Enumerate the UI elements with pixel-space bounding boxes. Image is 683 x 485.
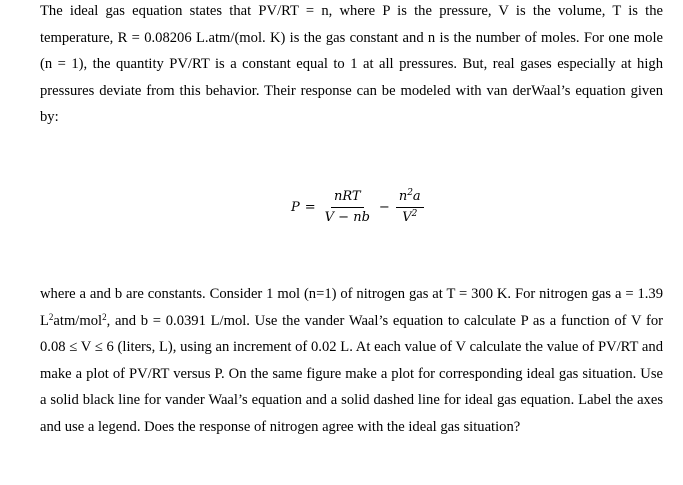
fraction-1-denominator: V − nb	[324, 209, 370, 225]
intro-paragraph	[40, 0, 663, 131]
fraction-2-denominator-base: V	[402, 209, 412, 225]
fraction-2-numerator-exponent: 2	[407, 187, 413, 198]
fraction-2-numerator-var: a	[412, 188, 421, 204]
fraction-1-numerator: nRT	[331, 188, 364, 208]
equation-lhs: P	[291, 199, 300, 215]
van-der-waals-equation	[290, 186, 426, 228]
fraction-2-numerator	[396, 188, 424, 208]
fraction-2-numerator-base: n	[398, 188, 408, 204]
intro-text: The ideal gas equation states that PV/RT = n, where P is the pressure, V is the volume, T is the temperature, R = 0.08206 L.atm/(mol. K) is the gas constant and n is the number of moles. For one mole (n = 1), the quantity PV/RT is a constant equal to 1 at all pressures. But, real gases especially at high pressures deviate from this behavior. Their response can be modeled with van derWaal’s equation given by:	[40, 3, 663, 126]
equation-equals: =	[304, 199, 316, 215]
problem-text-part-1: where a and b are constants. Consider 1 mol (n=1) of nitrogen gas at T = 300 K. For nitrogen gas a = 1.39 L	[40, 286, 663, 329]
equation-fraction-2	[396, 188, 424, 227]
equation-minus: −	[378, 199, 390, 215]
problem-superscript-2: 2	[102, 311, 107, 322]
problem-text-part-3: , and b = 0.0391 L/mol. Use the vander Waal’s equation to calculate P as a function of V for 0.08 ≤ V ≤ 6 (liters, L), using an increment of 0.02 L. At each value of V calculate the value of PV/RT and make a plot of PV/RT versus P. On the same figure make a plot for corresponding ideal gas situation. Use a solid black line for vander Waal’s equation and a solid dashed line for ideal gas equation. Label the axes and use a legend. Does the response of nitrogen agree with the ideal gas situation?	[40, 312, 663, 435]
problem-text-part-2: atm/mol	[53, 312, 103, 329]
fraction-2-denominator-exponent: 2	[411, 208, 418, 219]
equation-fraction-1	[322, 188, 373, 227]
problem-superscript-1: 2	[48, 311, 54, 322]
fraction-2-denominator	[399, 208, 420, 227]
problem-paragraph	[40, 281, 663, 441]
